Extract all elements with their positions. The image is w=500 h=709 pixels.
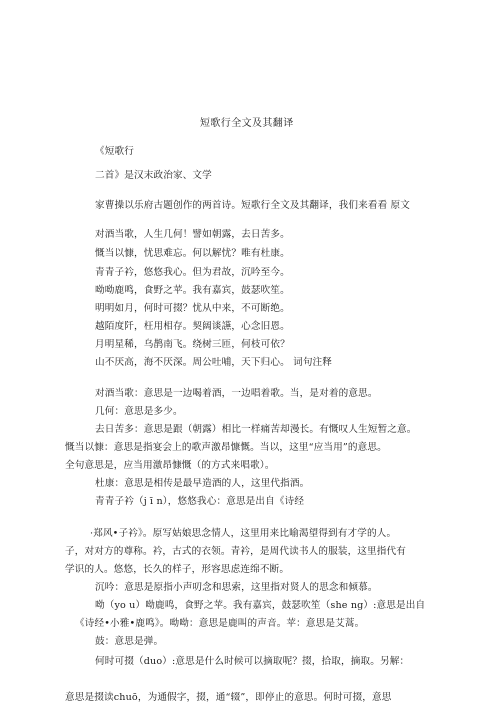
note-line: 子，对对方的尊称。衿，古式的衣领。青衿，是周代读书人的服装，这里指代有 — [65, 546, 407, 557]
note-line: 意思是掇读chuō，为通假字，掇，通“辍”，即停止的意思。何时可掇，意思 — [65, 692, 392, 703]
poem-line: 明明如月，何时可掇？忧从中来，不可断绝。 — [95, 303, 290, 314]
poem-line: 呦呦鹿鸣，食野之苹。我有嘉宾，鼓瑟吹笙。 — [95, 285, 290, 296]
note-line: 去日苦多：意思是跟（朝露）相比一样痛苦却漫长。有慨叹人生短暂之意。 — [95, 424, 417, 435]
note-line: 呦（yo u）呦鹿鸣，食野之苹。我有嘉宾，鼓瑟吹笙（she ng）:意思是出自 — [95, 600, 426, 611]
poem-line: 青青子衿，悠悠我心。但为君故，沉吟至今。 — [95, 267, 290, 278]
note-line: 全句意思是，应当用激昂慷慨（的方式来唱歌）。 — [65, 460, 275, 471]
text-line: 二首》是汉末政治家、文学 — [95, 170, 212, 181]
poem-line: 慨当以慷，忧思难忘。何以解忧？唯有杜康。 — [95, 248, 290, 259]
note-line: 沉吟：意思是原指小声叨念和思索，这里指对贤人的思念和倾慕。 — [95, 582, 378, 593]
note-line: 《诗经•小雅•鹿鸣》。呦呦：意思是鹿叫的声音。苹：意思是艾蒿。 — [75, 618, 365, 629]
poem-line: 越陌度阡，枉用相存。契阔谈讌，心念旧恩。 — [95, 321, 290, 332]
note-line: 慨当以慷：意思是指宴会上的歌声激昂慷慨。当以，这里“应当用”的意思。 — [65, 442, 387, 453]
note-line: 鼓：意思是弹。 — [95, 636, 164, 647]
note-line: 学识的人。悠悠，长久的样子，形容思虑连绵不断。 — [65, 564, 290, 575]
note-line: 几何：意思是多少。 — [95, 406, 183, 417]
note-line: 何时可掇（duo）:意思是什么时候可以摘取呢？掇，拾取，摘取。另解： — [95, 656, 410, 667]
poem-line: 对酒当歌，人生几何！譬如朝露，去日苦多。 — [95, 229, 290, 240]
note-line: 杜康：意思是相传是最早造酒的人，这里代指酒。 — [95, 478, 310, 489]
text-line: 《短歌行 — [95, 146, 134, 157]
poem-line: 月明星稀，乌鹊南飞。绕树三匝，何枝可依？ — [95, 339, 290, 350]
text-line: 家曹操以乐府古题创作的两首诗。短歌行全文及其翻译，我们来看看 原文 — [95, 200, 410, 211]
poem-line: 山不厌高，海不厌深。周公吐哺，天下归心。 词句注释 — [95, 357, 333, 368]
document-title: 短歌行全文及其翻译 — [200, 118, 294, 129]
note-line: ·郑风•子衿》。原写姑娘思念情人，这里用来比喻渴望得到有才学的人。 — [90, 528, 397, 539]
note-line: 对酒当歌：意思是一边喝着酒，一边唱着歌。当，是对着的意思。 — [95, 388, 378, 399]
note-line: 青青子衿（j ī n），悠悠我心：意思是出自《诗经 — [95, 496, 305, 507]
